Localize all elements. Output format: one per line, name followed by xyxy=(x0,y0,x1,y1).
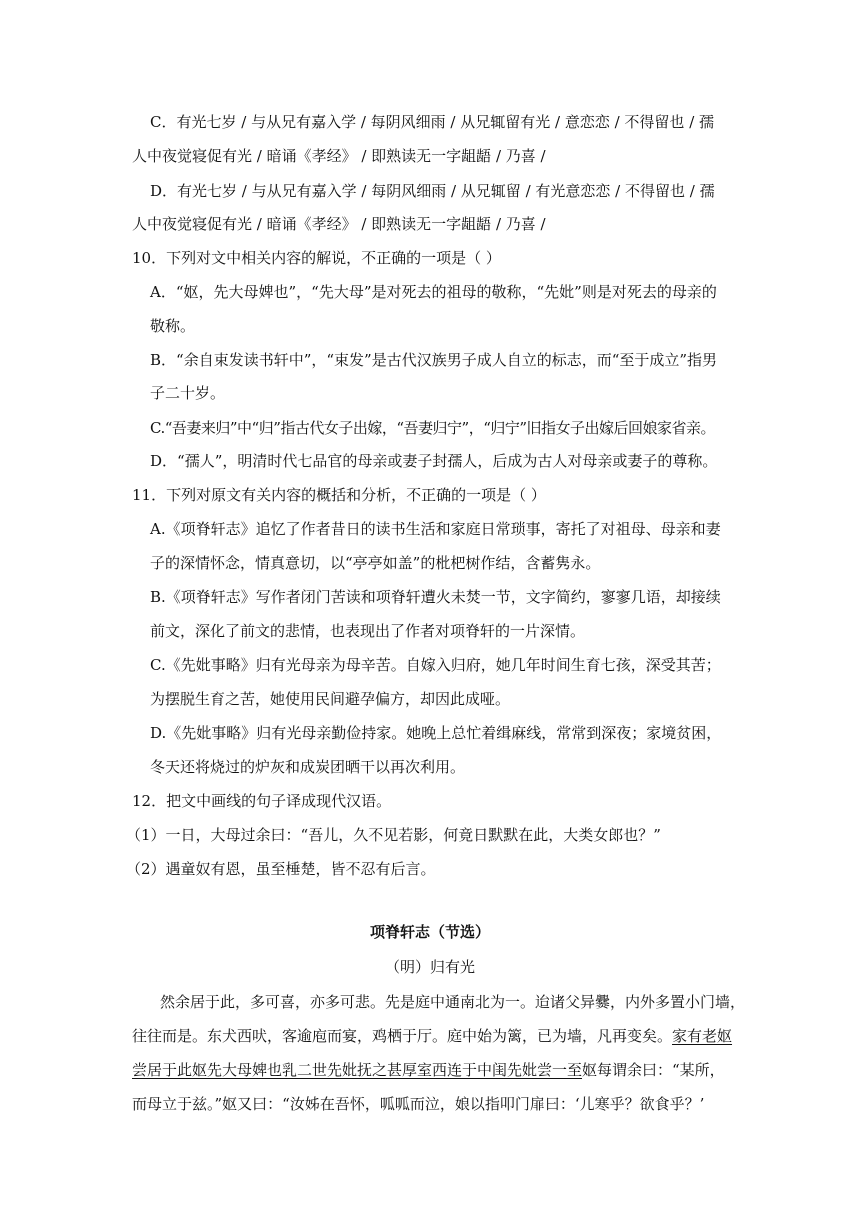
q9-option-c-line2: 人中夜觉寝促有光 / 暗诵《孝经》 / 即熟读无一字龃龉 / 乃喜 / xyxy=(132,147,546,165)
q11-option-d-line1: D.《先妣事略》归有光母亲勤俭持家。她晚上总忙着缉麻线，常常到深夜；家境贫困， xyxy=(150,724,722,742)
q11-option-b-line2: 前文，深化了前文的悲情，也表现出了作者对项脊轩的一片深情。 xyxy=(150,622,586,640)
q11-stem: 11．下列对原文有关内容的概括和分析，不正确的一项是（ ） xyxy=(132,486,546,504)
q12-item-2: （2）遇童奴有恩，虽至棰楚，皆不忍有后言。 xyxy=(126,860,436,878)
q10-stem: 10．下列对文中相关内容的解说，不正确的一项是（ ） xyxy=(132,249,501,267)
q10-option-a-line2: 敬称。 xyxy=(150,317,196,335)
passage-line-3-text: 妪每谓余曰：“某所， xyxy=(582,1061,725,1079)
q11-option-a-line1: A.《项脊轩志》追忆了作者昔日的读书生活和家庭日常琐事，寄托了对祖母、母亲和妻 xyxy=(150,520,721,538)
passage-line-4: 而母立于兹。”妪又曰：“汝姊在吾怀，呱呱而泣，娘以指叩门扉曰：‘儿寒乎？欲食乎？’ xyxy=(132,1095,705,1113)
q10-option-b-line1: B．“余自束发读书轩中”，“束发”是古代汉族男子成人自立的标志，而“至于成立”指男 xyxy=(150,351,718,369)
passage-line-3 xyxy=(132,1060,725,1080)
q10-option-c: C.“吾妻来归”中“归”指古代女子出嫁，“吾妻归宁”，“归宁”旧指女子出嫁后回娘家省亲。 xyxy=(150,419,716,437)
q11-option-c-line1: C.《先妣事略》归有光母亲为母辛苦。自嫁入归府，她几年时间生育七孩，深受其苦； xyxy=(150,656,721,674)
q11-option-c-line2: 为摆脱生育之苦，她使用民间避孕偏方，却因此成哑。 xyxy=(150,690,511,708)
passage-line-1: 然余居于此，多可喜，亦多可悲。先是庭中通南北为一。迨诸父异爨，内外多置小门墙， xyxy=(160,993,746,1011)
passage-title: 项脊轩志（节选） xyxy=(369,923,490,941)
q9-option-d-line1: D．有光七岁 / 与从兄有嘉入学 / 每阴风细雨 / 从兄辄留 / 有光意恋恋 / 不得留也 / 孺 xyxy=(150,182,715,200)
q10-option-b-line2: 子二十岁。 xyxy=(150,384,226,402)
q11-option-d-line2: 冬天还将烧过的炉灰和成炭团晒干以再次利用。 xyxy=(150,758,466,776)
q9-option-d-line2: 人中夜觉寝促有光 / 暗诵《孝经》 / 即熟读无一字龃龉 / 乃喜 / xyxy=(132,215,546,233)
passage-line-2-text: 往往而是。东犬西吠，客逾庖而宴，鸡栖于厅。庭中始为篱，已为墙，凡再变矣。 xyxy=(132,1027,673,1045)
underlined-sentence-part1: 家有老妪 xyxy=(672,1027,733,1045)
passage-line-2 xyxy=(132,1026,732,1046)
q12-item-1: （1）一日，大母过余曰：“吾儿，久不见若影，何竟日默默在此，大类女郎也？” xyxy=(126,826,661,844)
q11-option-b-line1: B.《项脊轩志》写作者闭门苦读和项脊轩遭火未焚一节，文字简约，寥寥几语，却接续 xyxy=(150,588,721,606)
underlined-sentence-part2: 尝居于此妪先大母婢也乳二世先妣抚之甚厚室西连于中闺先妣尝一至 xyxy=(132,1061,583,1079)
q12-stem: 12．把文中画线的句子译成现代汉语。 xyxy=(132,792,392,810)
q9-option-c-line1: C．有光七岁 / 与从兄有嘉入学 / 每阴风细雨 / 从兄辄留有光 / 意恋恋 / 不得留也 / 孺 xyxy=(150,113,715,131)
passage-author: （明）归有光 xyxy=(384,958,475,976)
q10-option-d: D．“孺人”，明清时代七品官的母亲或妻子封孺人，后成为古人对母亲或妻子的尊称。 xyxy=(150,452,718,470)
q11-option-a-line2: 子的深情怀念，情真意切，以“亭亭如盖”的枇杷树作结，含蓄隽永。 xyxy=(150,554,601,572)
q10-option-a-line1: A．“妪，先大母婢也”，“先大母”是对死去的祖母的敬称，“先妣”则是对死去的母亲的 xyxy=(150,283,717,301)
